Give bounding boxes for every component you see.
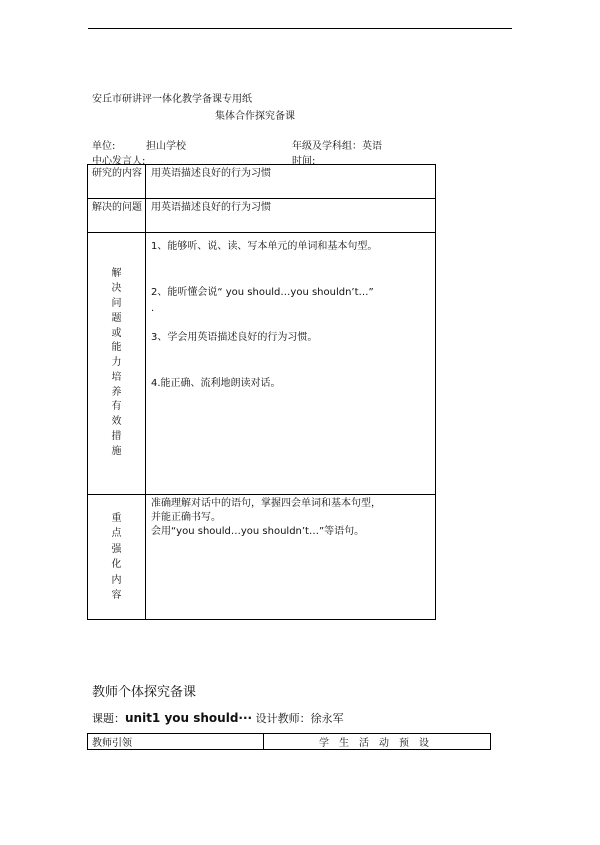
section-title: 教师个体探究备课: [92, 685, 197, 700]
unit-label: 单位:: [92, 141, 116, 152]
focus-line: 准确理解对话中的语句，掌握四会单词和基本句型，: [151, 498, 381, 509]
measure-item: .: [151, 303, 155, 314]
measures-label: 解 决 问 题 或 能 力 培 养 有 效 措 施: [111, 268, 122, 457]
speaker-label: 中心发言人:: [92, 156, 146, 167]
measure-item: 4.能正确、流利地朗读对话。: [151, 378, 281, 389]
focus-cell: [146, 495, 436, 620]
plan-table: [87, 164, 436, 620]
school-paper-title: 安丘市研讲评一体化教学备课专用纸: [92, 94, 252, 105]
topic-line: [92, 710, 344, 726]
time-label: 时间:: [292, 156, 316, 167]
unit-value: 担山学校: [146, 141, 186, 152]
measures-label-cell: [88, 233, 146, 495]
page-subtitle: 集体合作探究备课: [215, 111, 295, 122]
topic-label: 课题：: [92, 712, 125, 725]
problem-label: 解决的问题: [92, 202, 142, 213]
lesson-table: [87, 733, 491, 750]
table-row: [88, 199, 436, 233]
grade-label: 年级及学科组：英语: [292, 141, 382, 152]
problem-value-cell: [146, 199, 436, 233]
table-row: [88, 165, 436, 199]
table-row: [88, 734, 491, 750]
top-rule: [88, 28, 512, 29]
focus-label: 重 点 强 化 内 容: [111, 512, 122, 601]
focus-line: 并能正确书写。: [151, 512, 221, 523]
measure-item: 1、能够听、说、读、写本单元的单词和基本句型。: [151, 241, 378, 252]
student-activity-header: 学生活动预设: [264, 734, 491, 750]
teacher-guide-header: 教师引领: [88, 734, 264, 750]
table-row: [88, 233, 436, 495]
focus-label-cell: [88, 495, 146, 620]
topic-value: unit1 you should···: [125, 711, 253, 725]
table-row: [88, 495, 436, 620]
designer: 设计教师：徐永军: [255, 712, 344, 725]
research-value: 用英语描述良好的行为习惯: [151, 168, 271, 179]
research-value-cell: [146, 165, 436, 199]
problem-value: 用英语描述良好的行为习惯: [151, 202, 271, 213]
focus-content: [146, 495, 435, 539]
focus-line: 会用“you should…you shouldn’t…”等语句。: [151, 526, 365, 537]
problem-label-cell: [88, 199, 146, 233]
research-label-cell: [88, 165, 146, 199]
measure-item: 2、能听懂会说“ you should…you shouldn’t…”: [151, 287, 374, 298]
measure-item: 3、学会用英语描述良好的行为习惯。: [151, 332, 318, 343]
measures-cell: [146, 233, 436, 495]
research-label: 研究的内容: [92, 168, 142, 179]
